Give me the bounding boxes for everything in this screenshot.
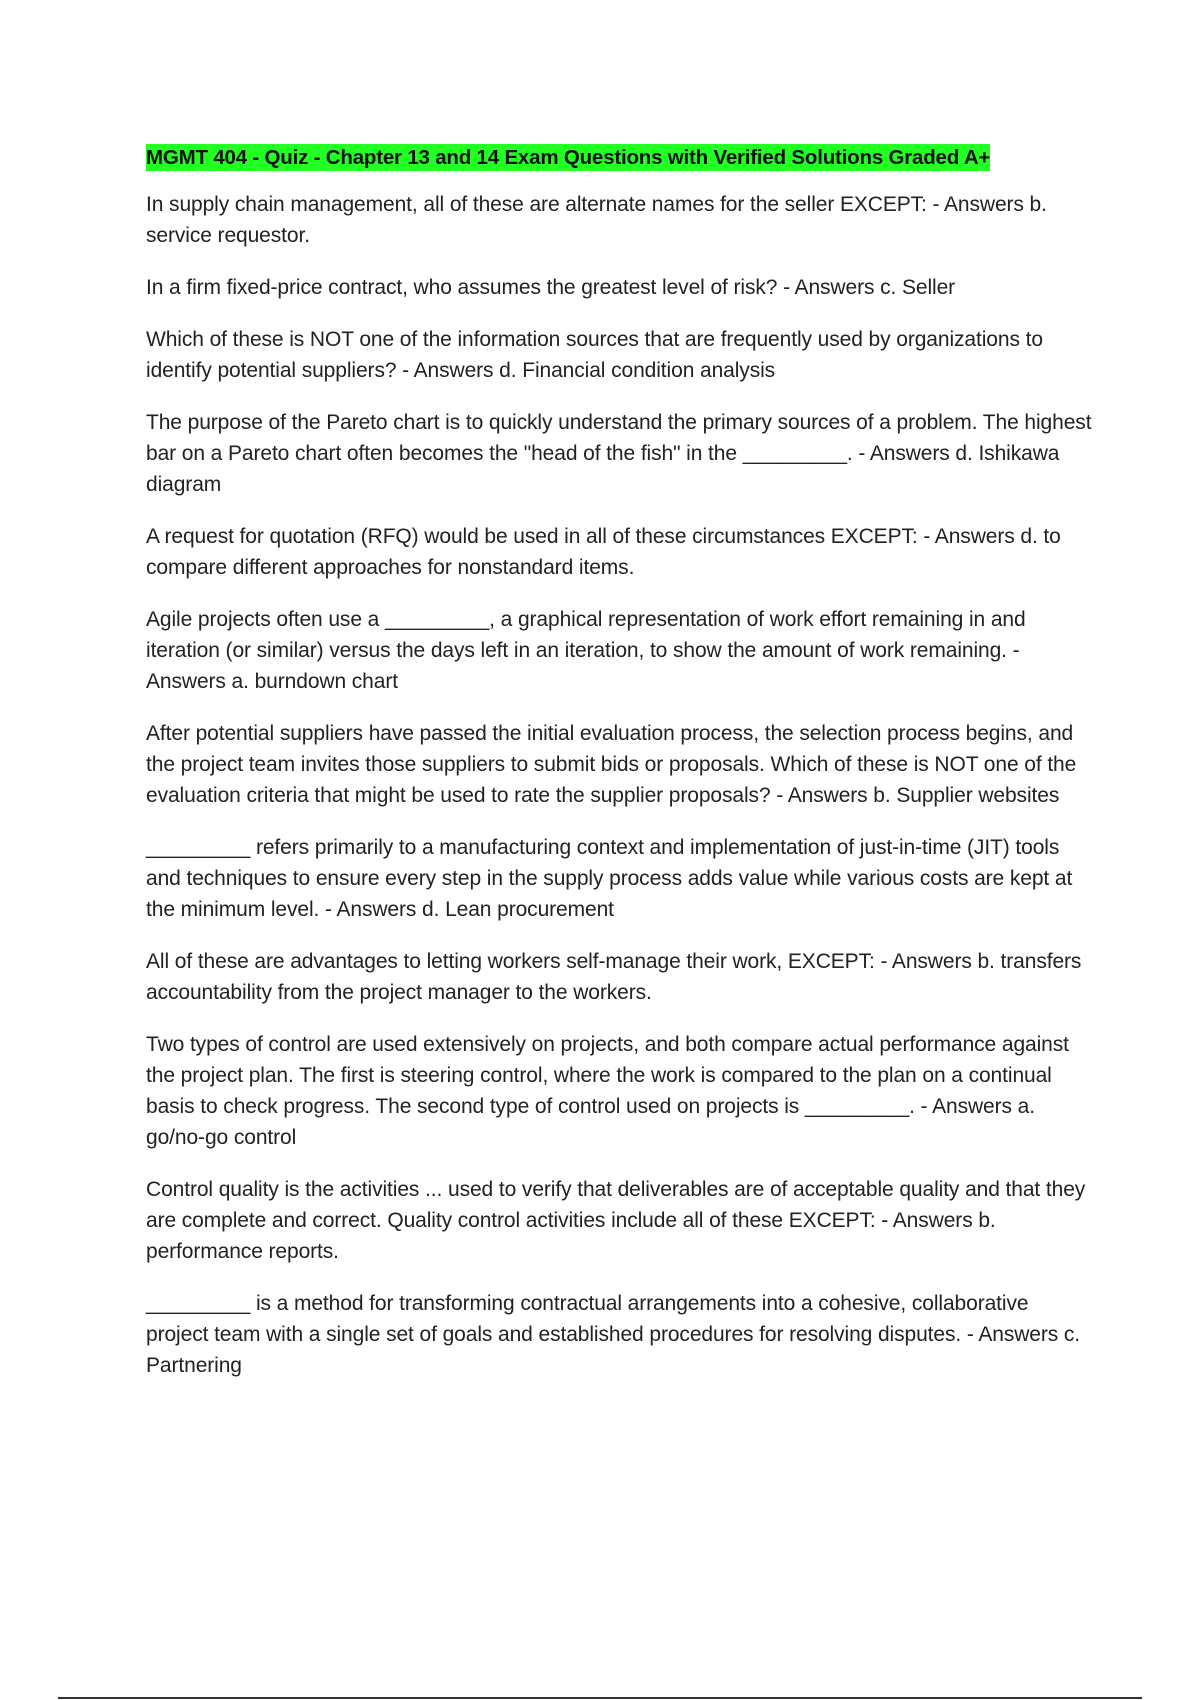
qa-item-6: Agile projects often use a _________, a graphical representation of work effort remaining in and iteration (or similar) versus the days left in an iteration, to show the amount of work remaining. - Answers a. burndown chart [146,608,1026,693]
title-block [146,143,1096,175]
qa-item-3: Which of these is NOT one of the information sources that are frequently used by organizations to identify potential suppliers? - Answers d. Financial condition analysis [146,328,1043,382]
qa-item-4: The purpose of the Pareto chart is to quickly understand the primary sources of a problem. The highest bar on a Pareto chart often becomes the "head of the fish" in the _________. - Answers d. Ishikawa diagram [146,411,1092,496]
qa-item-8: _________ refers primarily to a manufacturing context and implementation of just-in-time (JIT) tools and techniques to ensure every step in the supply process adds value while various costs are kept at the minimum level. - Answers d. Lean procurement [146,836,1073,921]
qa-item-11: Control quality is the activities ... used to verify that deliverables are of acceptable quality and that they are complete and correct. Quality control activities include all of these EXCEPT: - Answers b. performance reports. [146,1178,1086,1263]
qa-item-12: _________ is a method for transforming contractual arrangements into a cohesive, collaborative project team with a single set of goals and established procedures for resolving disputes. - Answers c. Partnering [146,1292,1081,1377]
qa-item-1: In supply chain management, all of these are alternate names for the seller EXCEPT: - Answers b. service requestor. [146,193,1047,247]
qa-item-2: In a firm fixed-price contract, who assumes the greatest level of risk? - Answers c. Seller [146,276,956,299]
qa-item-10: Two types of control are used extensively on projects, and both compare actual performance against the project plan. The first is steering control, where the work is compared to the plan on a continual basis to check progress. The second type of control used on projects is _________. - Answers a. go/no-go control [146,1033,1069,1149]
document-body [146,143,1096,1402]
document-title: MGMT 404 - Quiz - Chapter 13 and 14 Exam Questions with Verified Solutions Graded A+ [146,146,991,169]
qa-item-5: A request for quotation (RFQ) would be used in all of these circumstances EXCEPT: - Answers d. to compare different approaches for nonstandard items. [146,525,1061,579]
footer-divider [58,1697,1142,1699]
qa-item-9: All of these are advantages to letting workers self-manage their work, EXCEPT: - Answers b. transfers accountability from the project manager to the workers. [146,950,1082,1004]
qa-item-7: After potential suppliers have passed the initial evaluation process, the selection process begins, and the project team invites those suppliers to submit bids or proposals. Which of these is NOT one of the evaluation criteria that might be used to rate the supplier proposals? - Answers b. Supplier websites [146,722,1077,807]
